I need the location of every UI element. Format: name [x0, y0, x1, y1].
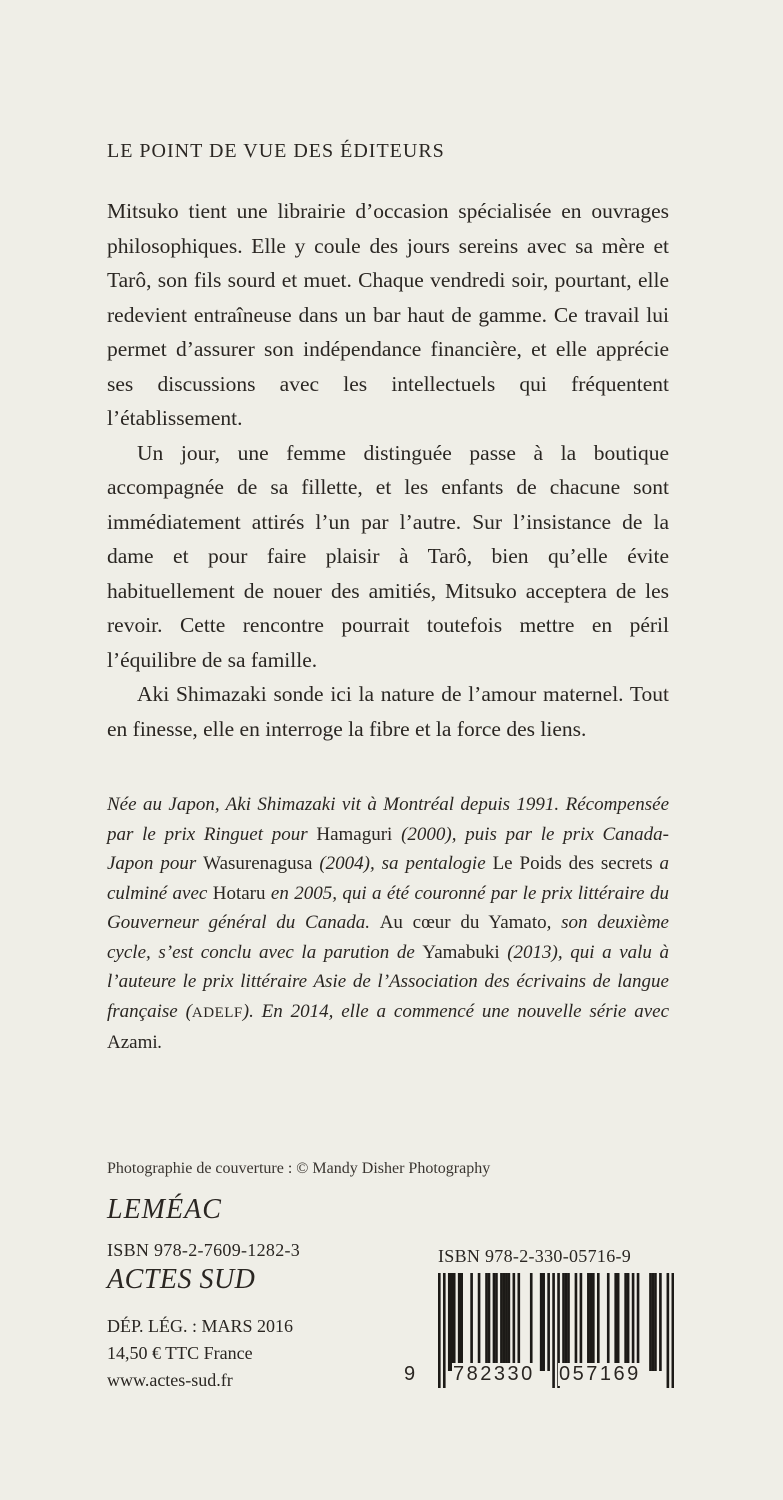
barcode-bar [448, 1273, 451, 1371]
barcode-bar [503, 1273, 506, 1371]
barcode-bar [460, 1273, 463, 1371]
bio-text: (2004), sa pentalogie [312, 853, 493, 874]
barcode-bar [493, 1273, 496, 1371]
barcode-bar [508, 1273, 511, 1371]
barcode-bar [592, 1273, 595, 1371]
author-bio [107, 790, 669, 1058]
barcode-bar [587, 1273, 590, 1371]
bio-book-title: Wasurenagusa [203, 853, 313, 874]
publisher-logo-actes-sud: ACTES SUD [107, 1264, 256, 1295]
publisher-logo-lemeac: LEMÉAC [107, 1194, 222, 1225]
barcode-bar [530, 1273, 533, 1371]
barcode-digits-left: 782330 [453, 1363, 535, 1385]
barcode-bar [470, 1273, 473, 1371]
barcode-bar [540, 1273, 543, 1371]
barcode-bar [488, 1273, 491, 1371]
bio-text: , son deuxième cycle, s’est conclu avec la parution de [107, 912, 669, 963]
barcode-bar [627, 1273, 630, 1371]
barcode-bar [505, 1273, 508, 1371]
barcode-guard-bar [667, 1273, 670, 1388]
summary-paragraph: Un jour, une femme distinguée passe à la boutique accompagnée de sa fillette, et les enfants de chacune sont immédiatement attirés l’un par l’autre. Sur l’insistance de la dame et pour faire plaisir à Tarô, bien qu’elle évite habituellement de nouer des amitiés, Mitsuko acceptera de les revoir. Cette rencontre pourrait toutefois mettre en péril l’équilibre de sa famille. [107, 440, 669, 672]
barcode-bar [654, 1273, 657, 1371]
bio-text: a culminé avec [107, 853, 670, 904]
barcode-bar [453, 1273, 456, 1371]
legal-deposit: DÉP. LÉG. : MARS 2016 [107, 1316, 294, 1336]
barcode-bar [517, 1273, 520, 1371]
barcode-bar [614, 1273, 617, 1371]
barcode-bar [597, 1273, 600, 1371]
ean-barcode [402, 1273, 678, 1395]
price: 14,50 € TTC France [107, 1343, 253, 1363]
barcode-bar [652, 1273, 655, 1371]
barcode-guard-bar [443, 1273, 446, 1388]
bio-book-title: Azami [107, 1032, 158, 1053]
website: www.actes-sud.fr [107, 1370, 233, 1390]
bio-text: ). En 2014, elle a commencé une nouvelle série avec [242, 1000, 669, 1022]
barcode-bar [495, 1273, 498, 1371]
barcode-guard-bar [438, 1273, 441, 1388]
bio-book-title: Le Poids des secrets [492, 853, 653, 874]
bio-text: en 2005, qui a été couronné par le prix littéraire du Gouverneur général du Canada. [107, 882, 670, 933]
photo-credit: Photographie de couverture : © Mandy Disher Photography [107, 1160, 491, 1177]
section-heading: LE POINT DE VUE DES ÉDITEURS [107, 140, 445, 162]
barcode-bar [567, 1273, 570, 1371]
barcode-lead-digit: 9 [404, 1363, 416, 1385]
barcode-bar [659, 1273, 662, 1371]
barcode-bar [617, 1273, 620, 1371]
bio-book-title: Yamabuki [422, 941, 500, 963]
bio-book-title: Hamaguri [316, 823, 393, 845]
barcode-bar [580, 1273, 583, 1371]
barcode-bar [562, 1273, 565, 1371]
barcode-bar [547, 1273, 550, 1371]
barcode-guard-bar [672, 1273, 674, 1388]
barcode-bar [485, 1273, 488, 1371]
legal-info [107, 1313, 293, 1394]
bio-text: Née au Japon, Aki Shimazaki vit à Montréal depuis 1991. Récompensée par le prix Ringuet pour [107, 794, 669, 845]
barcode-guard-bar [552, 1273, 555, 1388]
bio-book-title: Au cœur du Yamato [379, 912, 547, 933]
barcode-bar [649, 1273, 652, 1371]
book-summary [107, 194, 669, 746]
bio-text: (2000), puis par le prix Canada-Japon pour [107, 823, 670, 874]
barcode-bar [637, 1273, 640, 1371]
barcode-bar [478, 1273, 481, 1371]
barcode-bar [590, 1273, 593, 1371]
bio-text: . [157, 1032, 163, 1053]
barcode-digits-right: 057169 [559, 1363, 641, 1385]
barcode-bar [513, 1273, 516, 1371]
barcode-bar [607, 1273, 610, 1371]
bio-book-title: Hotaru [212, 882, 266, 904]
summary-paragraph: Mitsuko tient une librairie d’occasion spécialisée en ouvrages philosophiques. Elle y coule des jours sereins avec sa mère et Tarô, son fils sourd et muet. Chaque vendredi soir, pourtant, elle redevient entraîneuse dans un bar haut de gamme. Ce travail lui permet d’assurer son indépendance financière, et elle apprécie ses discussions avec les intellectuels qui fréquentent l’établissement. [107, 199, 669, 430]
bio-acronym: ADELF [191, 1004, 243, 1021]
barcode-bar [565, 1273, 568, 1371]
barcode-bar [575, 1273, 578, 1371]
bio-text: (2013), qui a valu à l’auteure le prix littéraire Asie de l’Association des écrivains de langue française ( [107, 941, 669, 1022]
summary-paragraph: Aki Shimazaki sonde ici la nature de l’amour maternel. Tout en finesse, elle en interroge la fibre et la force des liens. [107, 682, 669, 741]
isbn-actes-sud: ISBN 978-2-330-05716-9 [438, 1246, 632, 1266]
barcode-bar [632, 1273, 635, 1371]
barcode-bar [500, 1273, 503, 1371]
barcode-bar [624, 1273, 627, 1371]
barcode-bar [450, 1273, 453, 1371]
barcode-bar [458, 1273, 461, 1371]
isbn-lemeac: ISBN 978-2-7609-1282-3 [107, 1240, 301, 1260]
barcode-bar [542, 1273, 545, 1371]
